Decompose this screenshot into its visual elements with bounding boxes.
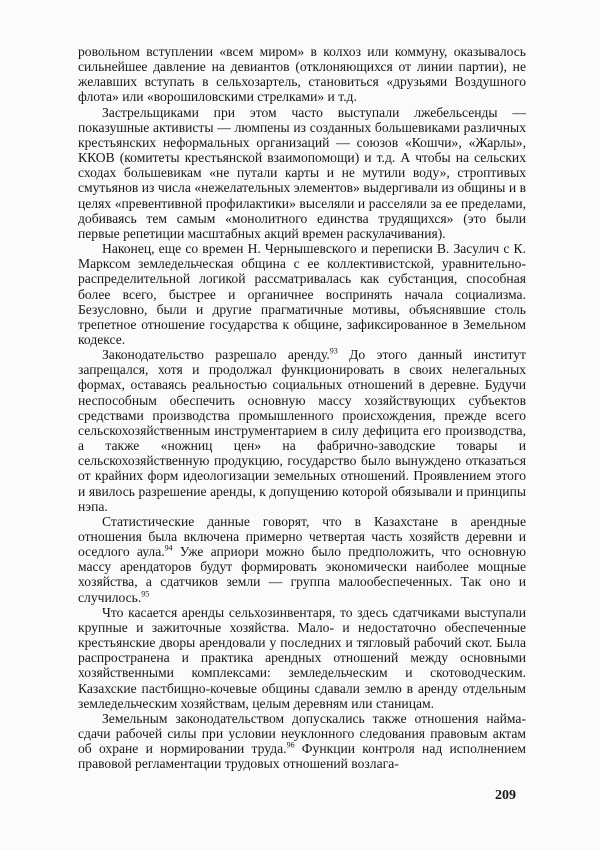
text-run: ровольном вступлении «всем миром» в колхоз или коммуну, оказывалось сильнейшее давление на девиантов (отклоняющихся от линии партии), не желавших вступать в сельхозартель, становиться «друзьями Воздушного флота» или «ворошиловскими стрелками» и т.д. (78, 44, 526, 105)
paragraph (78, 105, 526, 241)
text-run: Что касается аренды сельхозинвентаря, то здесь сдатчиками выступали крупные и зажиточные хозяйства. Мало- и недостаточно обеспеченные крестьянские дворы арендовали у последних и тягловый рабочий скот. Была распространена и практика арендных отношений между основными хозяйственными комплексами: земледельческим и скотоводческим. Казахские пастбищно-кочевые общины сдавали землю в аренду отдельным земледельческим хозяйствам, целым деревням или станицам. (78, 604, 526, 711)
page-number: 209 (495, 788, 516, 803)
paragraph-continued (78, 44, 526, 105)
text-run: Уже априори можно было предположить, что основную массу арендаторов будут формировать экономически наиболее мощные хозяйства, а сдатчиков земли — группа малообеспеченных. Так оно и случилось. (78, 544, 526, 605)
body-text (78, 44, 526, 772)
text-run: Статистические данные говорят, что в Казахстане в арендные отношения была включена примерно четвертая часть хозяйств деревни и оседлого аула. (78, 513, 526, 560)
text-run: Функции контроля над исполнением правовой регламентации трудовых отношений возлага- (78, 741, 526, 772)
text-run: Наконец, еще со времен Н. Чернышевского и переписки В. Засулич с К. Марксом земледельческая община с ее коллективистской, уравнительно-распределительной логикой рассматривалась как субстанция, способная более всего, быстрее и органичнее воспринять начала социализма. Безусловно, были и другие прагматичные мотивы, объяснявшие столь трепетное отношение государства к общине, зафиксированное в Земельном кодексе. (78, 241, 526, 347)
footnote-marker: 96 (286, 740, 295, 750)
paragraph (78, 605, 526, 711)
text-run: Земельным законодательством допускались также отношения найма-сдачи рабочей силы при условии неуклонного следования правовым актам об охране и нормировании труда. (78, 710, 526, 757)
footnote-marker: 94 (164, 543, 173, 553)
footnote-marker: 95 (141, 589, 150, 599)
text-run: До этого данный институт запрещался, хотя и продолжал функционировать в своих нелегальных формах, оставаясь реальностью социальных отношений в деревне. Будучи неспособным обеспечить основную массу хозяйствующих субъектов средствами производства промышленного происхождения, прежде всего сельскохозяйственным инструментарием в силу дефицита его производства, а также «ножниц цен» на фабрично-заводские товары и сельскохозяйственную продукцию, государство было вынуждено отказаться от крайних форм идеологизации земельных отношений. Проявлением этого и явилось разрешение аренды, к допущению которой обязывали и принципы нэпа. (78, 347, 527, 514)
text-run: Законодательство разрешало аренду. (102, 347, 330, 363)
paragraph (78, 711, 526, 772)
paragraph (78, 241, 526, 347)
footnote-marker: 93 (329, 346, 338, 356)
text-run: Застрельщиками при этом часто выступали лжебельсенды — показушные активисты — люмпены из созданных большевиками различных крестьянских неформальных организаций — союзов «Кошчи», «Жарлы», ККОВ (комитеты крестьянской взаимопомощи) и т.д. А чтобы на сельских сходах большевикам «не путали карты и не мутили воду», строптивых смутьянов из числа «нежелательных элементов» выдергивали из общины и в целях «превентивной профилактики» выселяли и расселяли за ее пределами, добиваясь тем самым «монолитного единства трудящихся» (это были первые репетиции масштабных акций времен раскулачивания). (78, 104, 526, 241)
paragraph (78, 514, 526, 605)
paragraph (78, 347, 526, 514)
